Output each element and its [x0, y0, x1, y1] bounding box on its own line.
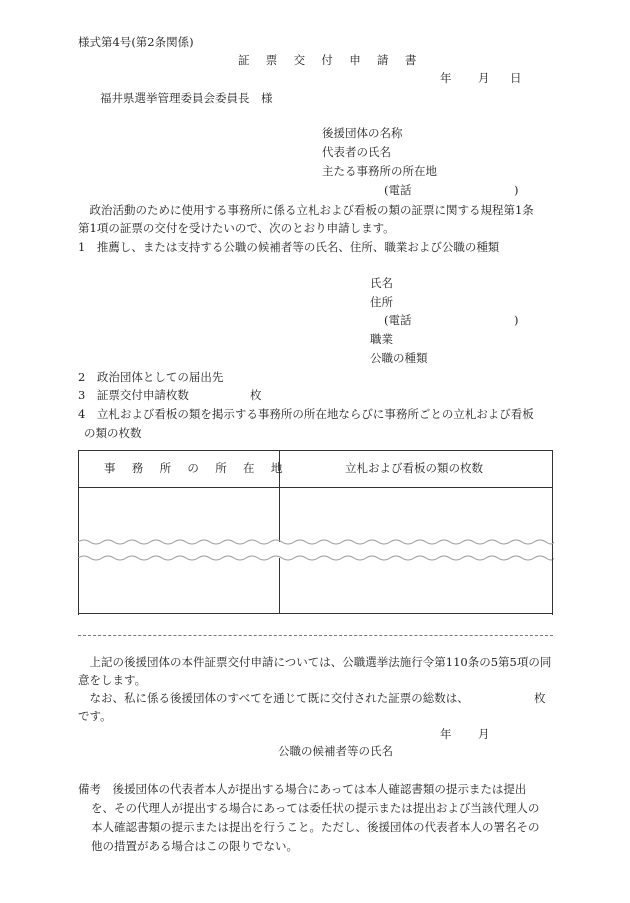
section-divider [78, 635, 553, 636]
candidate-occupation-label: 職業 [370, 332, 393, 346]
table-right-border-upper [552, 450, 553, 542]
date-month-label: 月 [478, 71, 490, 85]
table-bottom-border [78, 613, 553, 614]
candidate-address-label: 住所 [370, 295, 393, 309]
table-top-border [78, 450, 553, 451]
form-code: 様式第4号(第2条関係) [78, 35, 194, 49]
office-address-label: 主たる事務所の所在地 [322, 164, 437, 178]
candidate-phone-open: (電話 [384, 313, 412, 327]
candidate-phone-close: ) [514, 313, 519, 327]
remarks-line-4: 他の措置がある場合はこの限りでない。 [91, 839, 298, 853]
consent-line-3: なお、私に係る後援団体のすべてを通じて既に交付された証票の総数は、 [78, 691, 469, 705]
addressee: 福井県選挙管理委員会委員長 様 [100, 91, 273, 105]
date-year-label: 年 [440, 71, 452, 85]
candidate-signature-label: 公職の候補者等の氏名 [278, 744, 393, 758]
consent-line-1: 上記の後援団体の本件証票交付申請については、公職選挙法施行令第110条の5第5項の同 [78, 655, 552, 669]
table-header-sign-count: 立札および看板の類の枚数 [345, 461, 483, 475]
item-4-line-1: 4 立札および看板の類を掲示する事務所の所在地ならびに事務所ごとの立札および看板 [78, 407, 534, 421]
candidate-office-type-label: 公職の種類 [370, 351, 428, 365]
consent-unit: 枚 [534, 691, 546, 705]
consent-date-month: 月 [478, 727, 490, 741]
candidate-name-label: 氏名 [370, 276, 393, 290]
date-day-label: 日 [510, 71, 522, 85]
table-left-border-upper [78, 450, 79, 542]
table-right-border-lower [552, 558, 553, 614]
consent-line-4: です。 [78, 709, 112, 723]
item-3: 3 証票交付申請枚数 [78, 388, 189, 402]
org-name-label: 後援団体の名称 [322, 126, 403, 140]
applicant-phone-close: ) [514, 183, 519, 197]
remarks-line-2: を、その代理人が提出する場合にあっては委任状の提示または提出および当該代理人の [91, 801, 540, 815]
remarks-line-1: 備考 後援団体の代表者本人が提出する場合にあっては本人確認書類の提示または提出 [78, 782, 527, 796]
item-1: 1 推薦し、または支持する公職の候補者等の氏名、住所、職業および公職の種類 [78, 240, 500, 254]
item-2: 2 政治団体としての届出先 [78, 370, 224, 384]
table-header-office-address: 事 務 所 の 所 在 地 [104, 461, 289, 475]
intro-line-2: 第1項の証票の交付を受けたいので、次のとおり申請します。 [78, 221, 395, 235]
rep-name-label: 代表者の氏名 [322, 145, 391, 159]
remarks-line-3: 本人確認書類の提示または提出を行うこと。ただし、後援団体の代表者本人の署名その [91, 820, 540, 834]
intro-line-1: 政治活動のために使用する事務所に係る立札および看板の類の証票に関する規程第1条 [78, 203, 534, 217]
table-header-divider [78, 487, 553, 488]
consent-line-2: 意をします。 [78, 673, 147, 687]
page-title: 証 票 交 付 申 請 書 [238, 53, 423, 67]
table-break-wave [78, 536, 554, 564]
table-column-divider-lower [279, 558, 280, 614]
consent-date-year: 年 [440, 727, 452, 741]
applicant-phone-open: (電話 [384, 183, 412, 197]
item-3-unit: 枚 [250, 388, 262, 402]
item-4-line-2: の類の枚数 [84, 426, 142, 440]
table-left-border-lower [78, 558, 79, 614]
